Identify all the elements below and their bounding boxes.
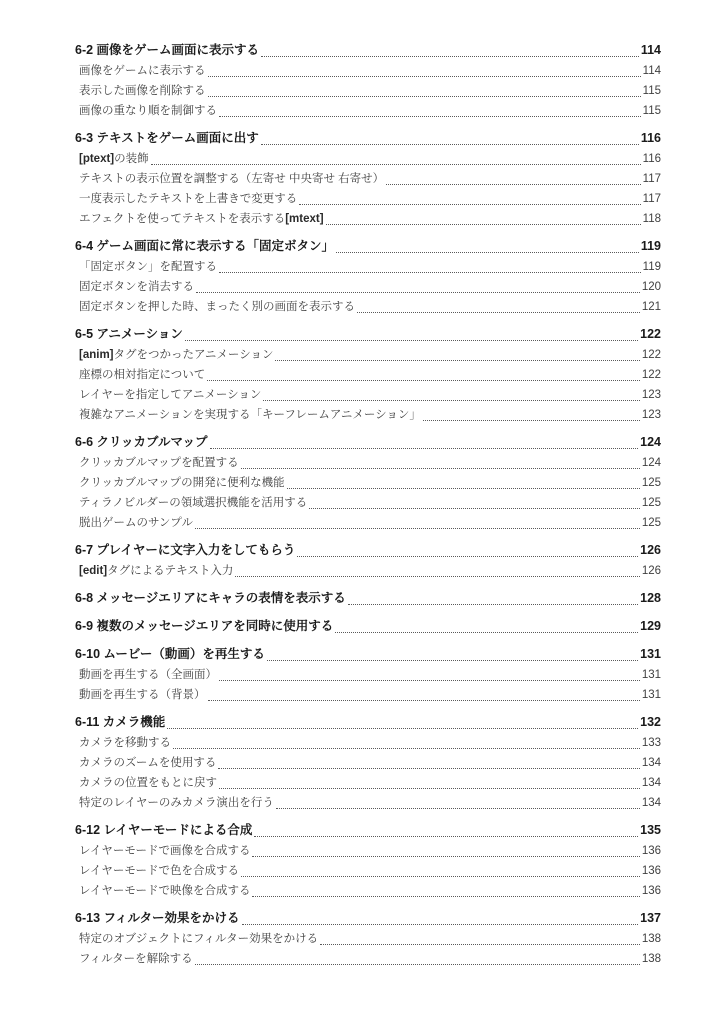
dot-leader [208, 700, 640, 701]
toc-item-title: エフェクトを使ってテキストを表示する[mtext] [79, 213, 324, 225]
toc-item-page-number: 136 [641, 885, 661, 897]
toc-item-row [75, 561, 661, 581]
toc-section-heading-row [75, 712, 661, 733]
toc-item-row [75, 685, 661, 705]
toc-item-row [75, 365, 661, 385]
dot-leader [309, 508, 640, 509]
toc-item-row [75, 473, 661, 493]
toc-section-title: 6-12 レイヤーモードによる合成 [75, 823, 253, 837]
toc-section-title: 6-4 ゲーム画面に常に表示する「固定ボタン」 [75, 239, 335, 253]
toc-item-page-number: 134 [641, 797, 661, 809]
dot-leader [276, 808, 640, 809]
dot-leader [219, 116, 641, 117]
toc-section-page-number: 124 [640, 435, 661, 449]
dot-leader [261, 144, 639, 145]
toc-section-page-number: 131 [640, 647, 661, 661]
toc-item-page-number: 133 [641, 737, 661, 749]
dot-leader [207, 380, 640, 381]
toc-item-title: 固定ボタンを消去する [79, 281, 194, 293]
toc-item-title: 動画を再生する（全画面） [79, 669, 217, 681]
toc-item-page-number: 131 [641, 689, 661, 701]
dot-leader [151, 164, 641, 165]
toc-item-row [75, 149, 661, 169]
toc-item-row [75, 861, 661, 881]
toc-section-heading-row [75, 40, 661, 61]
toc-item-page-number: 117 [642, 193, 661, 205]
toc-section-items [75, 149, 661, 229]
toc-item-title: テキストの表示位置を調整する（左寄せ 中央寄せ 右寄せ） [79, 173, 385, 185]
toc-section-items [75, 665, 661, 705]
toc-section [75, 40, 661, 121]
toc-section-heading-row [75, 236, 661, 257]
toc-item-page-number: 119 [642, 261, 661, 273]
toc-section-page-number: 132 [640, 715, 661, 729]
toc-section-page-number: 122 [640, 327, 661, 341]
dot-leader [320, 944, 640, 945]
dot-leader [261, 56, 639, 57]
toc-item-page-number: 121 [641, 301, 661, 313]
dot-leader [210, 448, 639, 449]
toc-item-title: ティラノビルダーの領域選択機能を活用する [79, 497, 308, 509]
toc-section-title: 6-7 プレイヤーに文字入力をしてもらう [75, 543, 296, 557]
toc-title-bold-tag: [ptext] [79, 153, 115, 165]
dot-leader [219, 272, 641, 273]
dot-leader [241, 468, 640, 469]
toc-item-page-number: 122 [641, 349, 661, 361]
toc-item-page-number: 138 [641, 933, 661, 945]
toc-title-bold-tag: [edit] [79, 565, 108, 577]
dot-leader [195, 964, 640, 965]
toc-item-row [75, 257, 661, 277]
toc-item-page-number: 114 [642, 65, 661, 77]
toc-item-title: 座標の相対指定について [79, 369, 206, 381]
dot-leader [242, 924, 639, 925]
dot-leader [335, 632, 638, 633]
toc-item-title: 固定ボタンを押した時、まったく別の画面を表示する [79, 301, 355, 313]
dot-leader [348, 604, 638, 605]
toc-item-title: クリッカブルマップを配置する [79, 457, 239, 469]
dot-leader [275, 360, 639, 361]
toc-section-page-number: 128 [640, 591, 661, 605]
toc-item-page-number: 118 [642, 213, 661, 225]
dot-leader [219, 680, 640, 681]
table-of-contents [75, 40, 661, 969]
toc-section [75, 712, 661, 813]
toc-item-row [75, 101, 661, 121]
toc-section-page-number: 119 [640, 239, 661, 253]
toc-section-title: 6-5 アニメーション [75, 327, 183, 341]
toc-section-title: 6-6 クリッカブルマップ [75, 435, 208, 449]
toc-item-title: カメラの位置をもとに戻す [79, 777, 217, 789]
toc-item-row [75, 753, 661, 773]
dot-leader [267, 660, 638, 661]
toc-item-title: 「固定ボタン」を配置する [79, 261, 217, 273]
toc-item-page-number: 122 [641, 369, 661, 381]
toc-item-title: レイヤーモードで映像を合成する [79, 885, 251, 897]
toc-item-page-number: 115 [642, 85, 661, 97]
toc-item-row [75, 881, 661, 901]
toc-section-page-number: 126 [640, 543, 661, 557]
toc-section-page-number: 114 [640, 43, 661, 57]
toc-section-items [75, 345, 661, 425]
toc-section-heading-row [75, 908, 661, 929]
toc-item-page-number: 125 [641, 517, 661, 529]
toc-item-row [75, 493, 661, 513]
toc-item-row [75, 949, 661, 969]
toc-item-row [75, 345, 661, 365]
toc-item-title: 一度表示したテキストを上書きで変更する [79, 193, 298, 205]
toc-item-row [75, 929, 661, 949]
toc-section-title: 6-3 テキストをゲーム画面に出す [75, 131, 259, 145]
toc-item-row [75, 733, 661, 753]
toc-item-page-number: 123 [641, 389, 661, 401]
toc-item-title: 動画を再生する（背景） [79, 689, 206, 701]
toc-section [75, 540, 661, 581]
toc-section-heading-row [75, 540, 661, 561]
toc-item-page-number: 115 [642, 105, 661, 117]
toc-item-title: 脱出ゲームのサンプル [79, 517, 193, 529]
toc-section-items [75, 929, 661, 969]
toc-section-heading-row [75, 616, 661, 637]
toc-section [75, 324, 661, 425]
dot-leader [219, 788, 640, 789]
dot-leader [336, 252, 639, 253]
toc-section-heading-row [75, 324, 661, 345]
dot-leader [235, 576, 639, 577]
dot-leader [299, 204, 640, 205]
dot-leader [185, 340, 638, 341]
toc-item-title: 特定のレイヤーのみカメラ演出を行う [79, 797, 274, 809]
toc-item-title: [ptext]の装飾 [79, 153, 149, 165]
toc-section-items [75, 61, 661, 121]
toc-item-title: 画像の重なり順を制御する [79, 105, 217, 117]
toc-item-row [75, 209, 661, 229]
toc-item-title: 画像をゲームに表示する [79, 65, 206, 77]
toc-section-title: 6-13 フィルター効果をかける [75, 911, 240, 925]
toc-item-page-number: 134 [641, 757, 661, 769]
toc-section [75, 908, 661, 969]
toc-section-items [75, 453, 661, 533]
toc-item-row [75, 61, 661, 81]
toc-section-page-number: 137 [640, 911, 661, 925]
toc-section-items [75, 257, 661, 317]
dot-leader [167, 728, 638, 729]
toc-section [75, 820, 661, 901]
dot-leader [252, 856, 639, 857]
toc-item-title: レイヤーモードで画像を合成する [79, 845, 251, 857]
toc-item-title: [edit]タグによるテキスト入力 [79, 565, 234, 577]
dot-leader [254, 836, 638, 837]
toc-title-bold-tag: [mtext] [285, 213, 324, 225]
dot-leader [357, 312, 640, 313]
toc-item-row [75, 773, 661, 793]
toc-item-page-number: 131 [641, 669, 661, 681]
toc-section-page-number: 129 [640, 619, 661, 633]
toc-item-title: カメラを移動する [79, 737, 171, 749]
toc-section-heading-row [75, 588, 661, 609]
toc-section-heading-row [75, 644, 661, 665]
toc-section-title: 6-9 複数のメッセージエリアを同時に使用する [75, 619, 334, 633]
toc-item-row [75, 297, 661, 317]
toc-section [75, 644, 661, 705]
toc-item-page-number: 134 [641, 777, 661, 789]
dot-leader [241, 876, 640, 877]
dot-leader [208, 96, 641, 97]
toc-title-bold-tag: [anim] [79, 349, 114, 361]
toc-section [75, 616, 661, 637]
toc-section-page-number: 135 [640, 823, 661, 837]
toc-item-title: フィルターを解除する [79, 953, 193, 965]
toc-item-row [75, 665, 661, 685]
toc-section-items [75, 733, 661, 813]
toc-item-row [75, 277, 661, 297]
toc-item-row [75, 453, 661, 473]
toc-section [75, 236, 661, 317]
toc-item-page-number: 120 [641, 281, 661, 293]
dot-leader [218, 768, 639, 769]
toc-item-page-number: 125 [641, 497, 661, 509]
dot-leader [173, 748, 640, 749]
dot-leader [326, 224, 641, 225]
toc-item-row [75, 793, 661, 813]
toc-item-page-number: 124 [641, 457, 661, 469]
toc-section-heading-row [75, 820, 661, 841]
dot-leader [195, 528, 640, 529]
dot-leader [297, 556, 638, 557]
toc-item-page-number: 126 [641, 565, 661, 577]
toc-item-page-number: 117 [642, 173, 661, 185]
toc-item-title: クリッカブルマップの開発に便利な機能 [79, 477, 285, 489]
toc-item-page-number: 125 [641, 477, 661, 489]
toc-item-title: 表示した画像を削除する [79, 85, 206, 97]
toc-section-title: 6-2 画像をゲーム画面に表示する [75, 43, 260, 57]
toc-item-page-number: 123 [641, 409, 661, 421]
toc-item-row [75, 169, 661, 189]
toc-item-title: 複雑なアニメーションを実現する「キーフレームアニメーション」 [79, 409, 421, 421]
toc-section-heading-row [75, 128, 661, 149]
toc-section-title: 6-11 カメラ機能 [75, 715, 166, 729]
toc-item-title: カメラのズームを使用する [79, 757, 217, 769]
toc-section-page-number: 116 [640, 131, 661, 145]
toc-section-items [75, 841, 661, 901]
dot-leader [208, 76, 641, 77]
dot-leader [287, 488, 640, 489]
toc-item-page-number: 138 [641, 953, 661, 965]
dot-leader [386, 184, 640, 185]
toc-item-row [75, 513, 661, 533]
dot-leader [423, 420, 640, 421]
toc-item-row [75, 405, 661, 425]
toc-item-row [75, 189, 661, 209]
toc-item-title: レイヤーを指定してアニメーション [79, 389, 262, 401]
toc-section-heading-row [75, 432, 661, 453]
dot-leader [196, 292, 640, 293]
toc-section [75, 128, 661, 229]
toc-item-page-number: 136 [641, 865, 661, 877]
toc-section [75, 432, 661, 533]
toc-item-row [75, 385, 661, 405]
toc-item-title: [anim]タグをつかったアニメーション [79, 349, 274, 361]
toc-section [75, 588, 661, 609]
toc-section-items [75, 561, 661, 581]
toc-section-title: 6-8 メッセージエリアにキャラの表情を表示する [75, 591, 346, 605]
toc-item-title: 特定のオブジェクトにフィルター効果をかける [79, 933, 319, 945]
toc-section-title: 6-10 ムービー（動画）を再生する [75, 647, 265, 661]
toc-item-title: レイヤーモードで色を合成する [79, 865, 239, 877]
toc-item-row [75, 81, 661, 101]
toc-item-row [75, 841, 661, 861]
toc-item-page-number: 136 [641, 845, 661, 857]
toc-item-page-number: 116 [642, 153, 661, 165]
dot-leader [252, 896, 639, 897]
dot-leader [263, 400, 639, 401]
